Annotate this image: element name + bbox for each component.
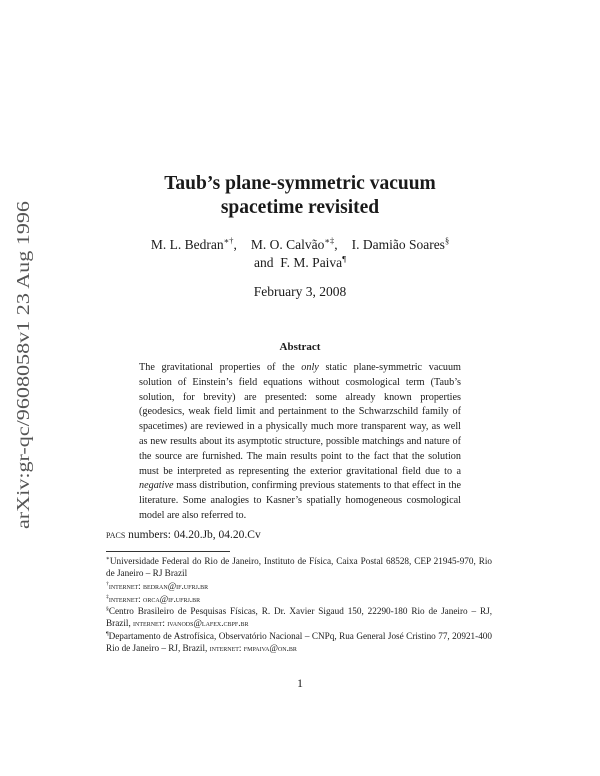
pacs-label: pacs <box>106 529 126 541</box>
page-number: 1 <box>297 676 303 690</box>
author-bedran-mark: ∗† <box>223 236 234 246</box>
footnote-text: Departamento de Astrofísica, Observatório Nacional – CNPq, Rua General José Cristino 77, 20921-400 Rio de Janeiro – RJ, Brazil, <box>106 631 492 654</box>
authors-line-2 <box>90 254 510 272</box>
footnote-mark: ∗ <box>106 555 110 562</box>
author-and: and <box>254 255 274 270</box>
author-bedran: M. L. Bedran <box>150 237 224 252</box>
footnote-email: bedran@if.ufrj.br <box>143 581 209 591</box>
arxiv-identifier-stamp <box>10 200 36 530</box>
paper-title <box>100 172 500 220</box>
footnote-internet-label: internet: <box>209 643 242 654</box>
author-paiva-mark: ¶ <box>342 254 346 264</box>
pacs-numbers <box>106 529 261 541</box>
footnote-mark: § <box>106 605 109 612</box>
abstract-text-2: static plane-symmetric vacuum solution of Einstein’s field equations without cosmological term (Taub’s solution, for brevity) are presented: some already known properties (geodesics, weak field limit and pertainment to the Schwarzschild family of spacetimes) are reviewed in a physically much more transparent way, as well as new results about its asymptotic structure, possible matchings and nature of the source are furnished. The main results point to the fact that the solution must be interpreted as representing the exterior gravitational field due to a <box>139 362 461 477</box>
author-separator: , <box>233 237 237 252</box>
author-calvao: M. O. Calvão <box>250 237 325 252</box>
arxiv-stamp-text: arXiv:gr-qc/9608058v1 23 Aug 1996 <box>13 269 33 529</box>
footnote-mark: † <box>106 580 109 587</box>
abstract-heading: Abstract <box>279 341 321 353</box>
authors-line-1 <box>90 236 510 254</box>
author-calvao-mark: ∗‡ <box>324 236 335 246</box>
footnote-mark: ¶ <box>106 630 109 637</box>
abstract-emphasis-only: only <box>301 362 319 373</box>
footnote-rule <box>106 551 230 552</box>
footnote-email: orca@if.ufrj.br <box>143 594 201 604</box>
pacs-text: numbers: 04.20.Jb, 04.20.Cv <box>128 529 261 541</box>
abstract-text-3: mass distribution, confirming previous statements to that effect in the literature. Some analogies to Kasner’s spatially homogeneous cosmological model are also referred to. <box>139 480 461 521</box>
footnote-email: ivanods@lafex.cbpf.br <box>167 618 249 629</box>
footnote-internet-label: internet: <box>108 581 141 591</box>
footnote-text: Universidade Federal do Rio de Janeiro, Instituto de Física, Caixa Postal 68528, CEP 21945-970, Rio de Janeiro – RJ Brazil <box>106 556 492 579</box>
footnote-internet-label: internet: <box>108 594 141 604</box>
title-line-2: spacetime revisited <box>220 197 380 218</box>
abstract-emphasis-negative: negative <box>139 480 174 492</box>
author-separator: , <box>334 237 338 252</box>
footnote-email: fmpaiva@on.br <box>243 643 297 654</box>
footnote-affiliation-cbpf <box>106 605 492 630</box>
abstract-body <box>139 361 461 524</box>
footnote-affiliation-on <box>106 630 492 655</box>
author-soares: I. Damião Soares <box>351 237 445 252</box>
footnote-internet-label: internet: <box>133 618 165 629</box>
abstract-text-1: The gravitational properties of the <box>139 362 295 373</box>
footnote-text: Centro Brasileiro de Pesquisas Físicas, R. Dr. Xavier Sigaud 150, 22290-180 Rio de Janeiro – RJ, Brazil, <box>106 606 492 629</box>
footnote-email-bedran <box>106 580 492 592</box>
author-soares-mark: § <box>444 236 450 246</box>
footnote-email-calvao <box>106 593 492 605</box>
author-paiva: F. M. Paiva <box>280 255 343 270</box>
author-list <box>90 236 510 272</box>
footnote-mark: ‡ <box>106 593 109 600</box>
paper-date: February 3, 2008 <box>253 284 347 299</box>
footnote-affiliation-ufrj <box>106 555 492 580</box>
title-line-1: Taub’s plane-symmetric vacuum <box>164 173 436 194</box>
